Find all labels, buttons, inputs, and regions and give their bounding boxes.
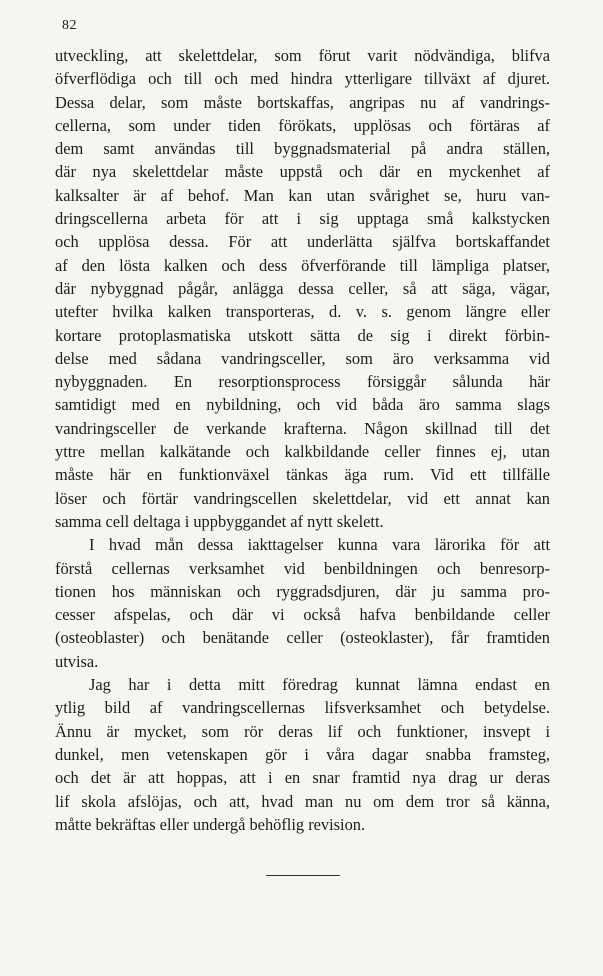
text-line: måtte bekräftas eller undergå behöflig revision. — [55, 814, 366, 834]
text-line: I hvad mån dessa iakttagelser kunna vara lärorika för att — [89, 535, 550, 555]
text-line: Ännu är mycket, som rör deras lif och funktioner, insvept i — [55, 721, 550, 741]
end-rule — [266, 875, 340, 876]
text-line: dem samt användas till byggnadsmaterial på andra ställen, — [55, 139, 550, 159]
text-line: dringscellerna arbeta för att i sig upptaga små kalkstycken — [55, 209, 550, 229]
text-line: ytlig bild af vandringscellernas lifsverksamhet och betydelse. — [55, 698, 550, 718]
text-line: af den lösta kalken och dess öfverförande till lämpliga platser, — [55, 255, 550, 275]
text-line: utveckling, att skelettdelar, som förut varit nödvändiga, blifva — [55, 46, 550, 65]
body-text — [55, 44, 550, 836]
text-line: där nya skelettdelar måste uppstå och där en myckenhet af — [55, 162, 550, 182]
text-line: samtidigt med en nybildning, och vid båda äro samma slags — [55, 395, 550, 415]
paragraph-2 — [55, 533, 550, 673]
text-line: öfverflödiga och till och med hindra ytterligare tillväxt af djuret. — [55, 69, 550, 89]
text-line: delse med sådana vandringsceller, som äro verksamma vid — [55, 348, 550, 368]
text-line: löser och förtär vandringscellen skelettdelar, vid ett annat kan — [55, 488, 550, 508]
text-line: kortare protoplasmatiska utskott sätta de sig i direkt förbin- — [55, 325, 550, 345]
text-line: måste här en funktionväxel tänkas äga rum. Vid ett tillfälle — [55, 465, 550, 485]
text-line: lif skola afslöjas, och att, hvad man nu om dem tror så känna, — [55, 791, 550, 811]
text-line: tionen hos människan och ryggradsdjuren, där ju samma pro- — [55, 581, 550, 601]
text-line: och det är att hoppas, att i en snar framtid nya drag ur deras — [55, 768, 550, 788]
text-line: samma cell deltaga i uppbyggandet af nytt skelett. — [55, 511, 384, 531]
text-line: yttre mellan kalkätande och kalkbildande celler finnes ej, utan — [55, 442, 550, 462]
text-line: Jag har i detta mitt föredrag kunnat lämna endast en — [89, 675, 550, 695]
text-line: och upplösa dessa. För att underlätta själfva bortskaffandet — [55, 232, 550, 252]
text-line: nybyggnaden. En resorptionsprocess försiggår sålunda här — [55, 372, 550, 392]
text-line: cellerna, som under tiden förökats, upplösas och förtäras af — [55, 115, 550, 135]
text-line: förstå cellernas verksamhet vid benbildningen och benresorp- — [55, 558, 550, 578]
text-line: cesser afspelas, och där vi också hafva benbildande celler — [55, 605, 550, 625]
paragraph-1 — [55, 44, 550, 533]
text-line: utvisa. — [55, 651, 99, 671]
text-line: utefter hvilka kalken transporteras, d. v. s. genom längre eller — [55, 302, 550, 322]
paragraph-3 — [55, 673, 550, 836]
text-line: där nybyggnad pågår, anlägga dessa celler, så att säga, vägar, — [55, 278, 550, 298]
text-line: dunkel, men vetenskapen gör i våra dagar snabba framsteg, — [55, 744, 550, 764]
text-line: vandringsceller de verkande krafterna. Någon skillnad till det — [55, 418, 550, 438]
text-line: Dessa delar, som måste bortskaffas, angripas nu af vandrings- — [55, 92, 550, 112]
text-line: (osteoblaster) och benätande celler (osteoklaster), får framtiden — [55, 628, 550, 648]
page-number: 82 — [62, 18, 77, 33]
text-line: kalksalter är af behof. Man kan utan svårighet se, huru van- — [55, 185, 550, 205]
